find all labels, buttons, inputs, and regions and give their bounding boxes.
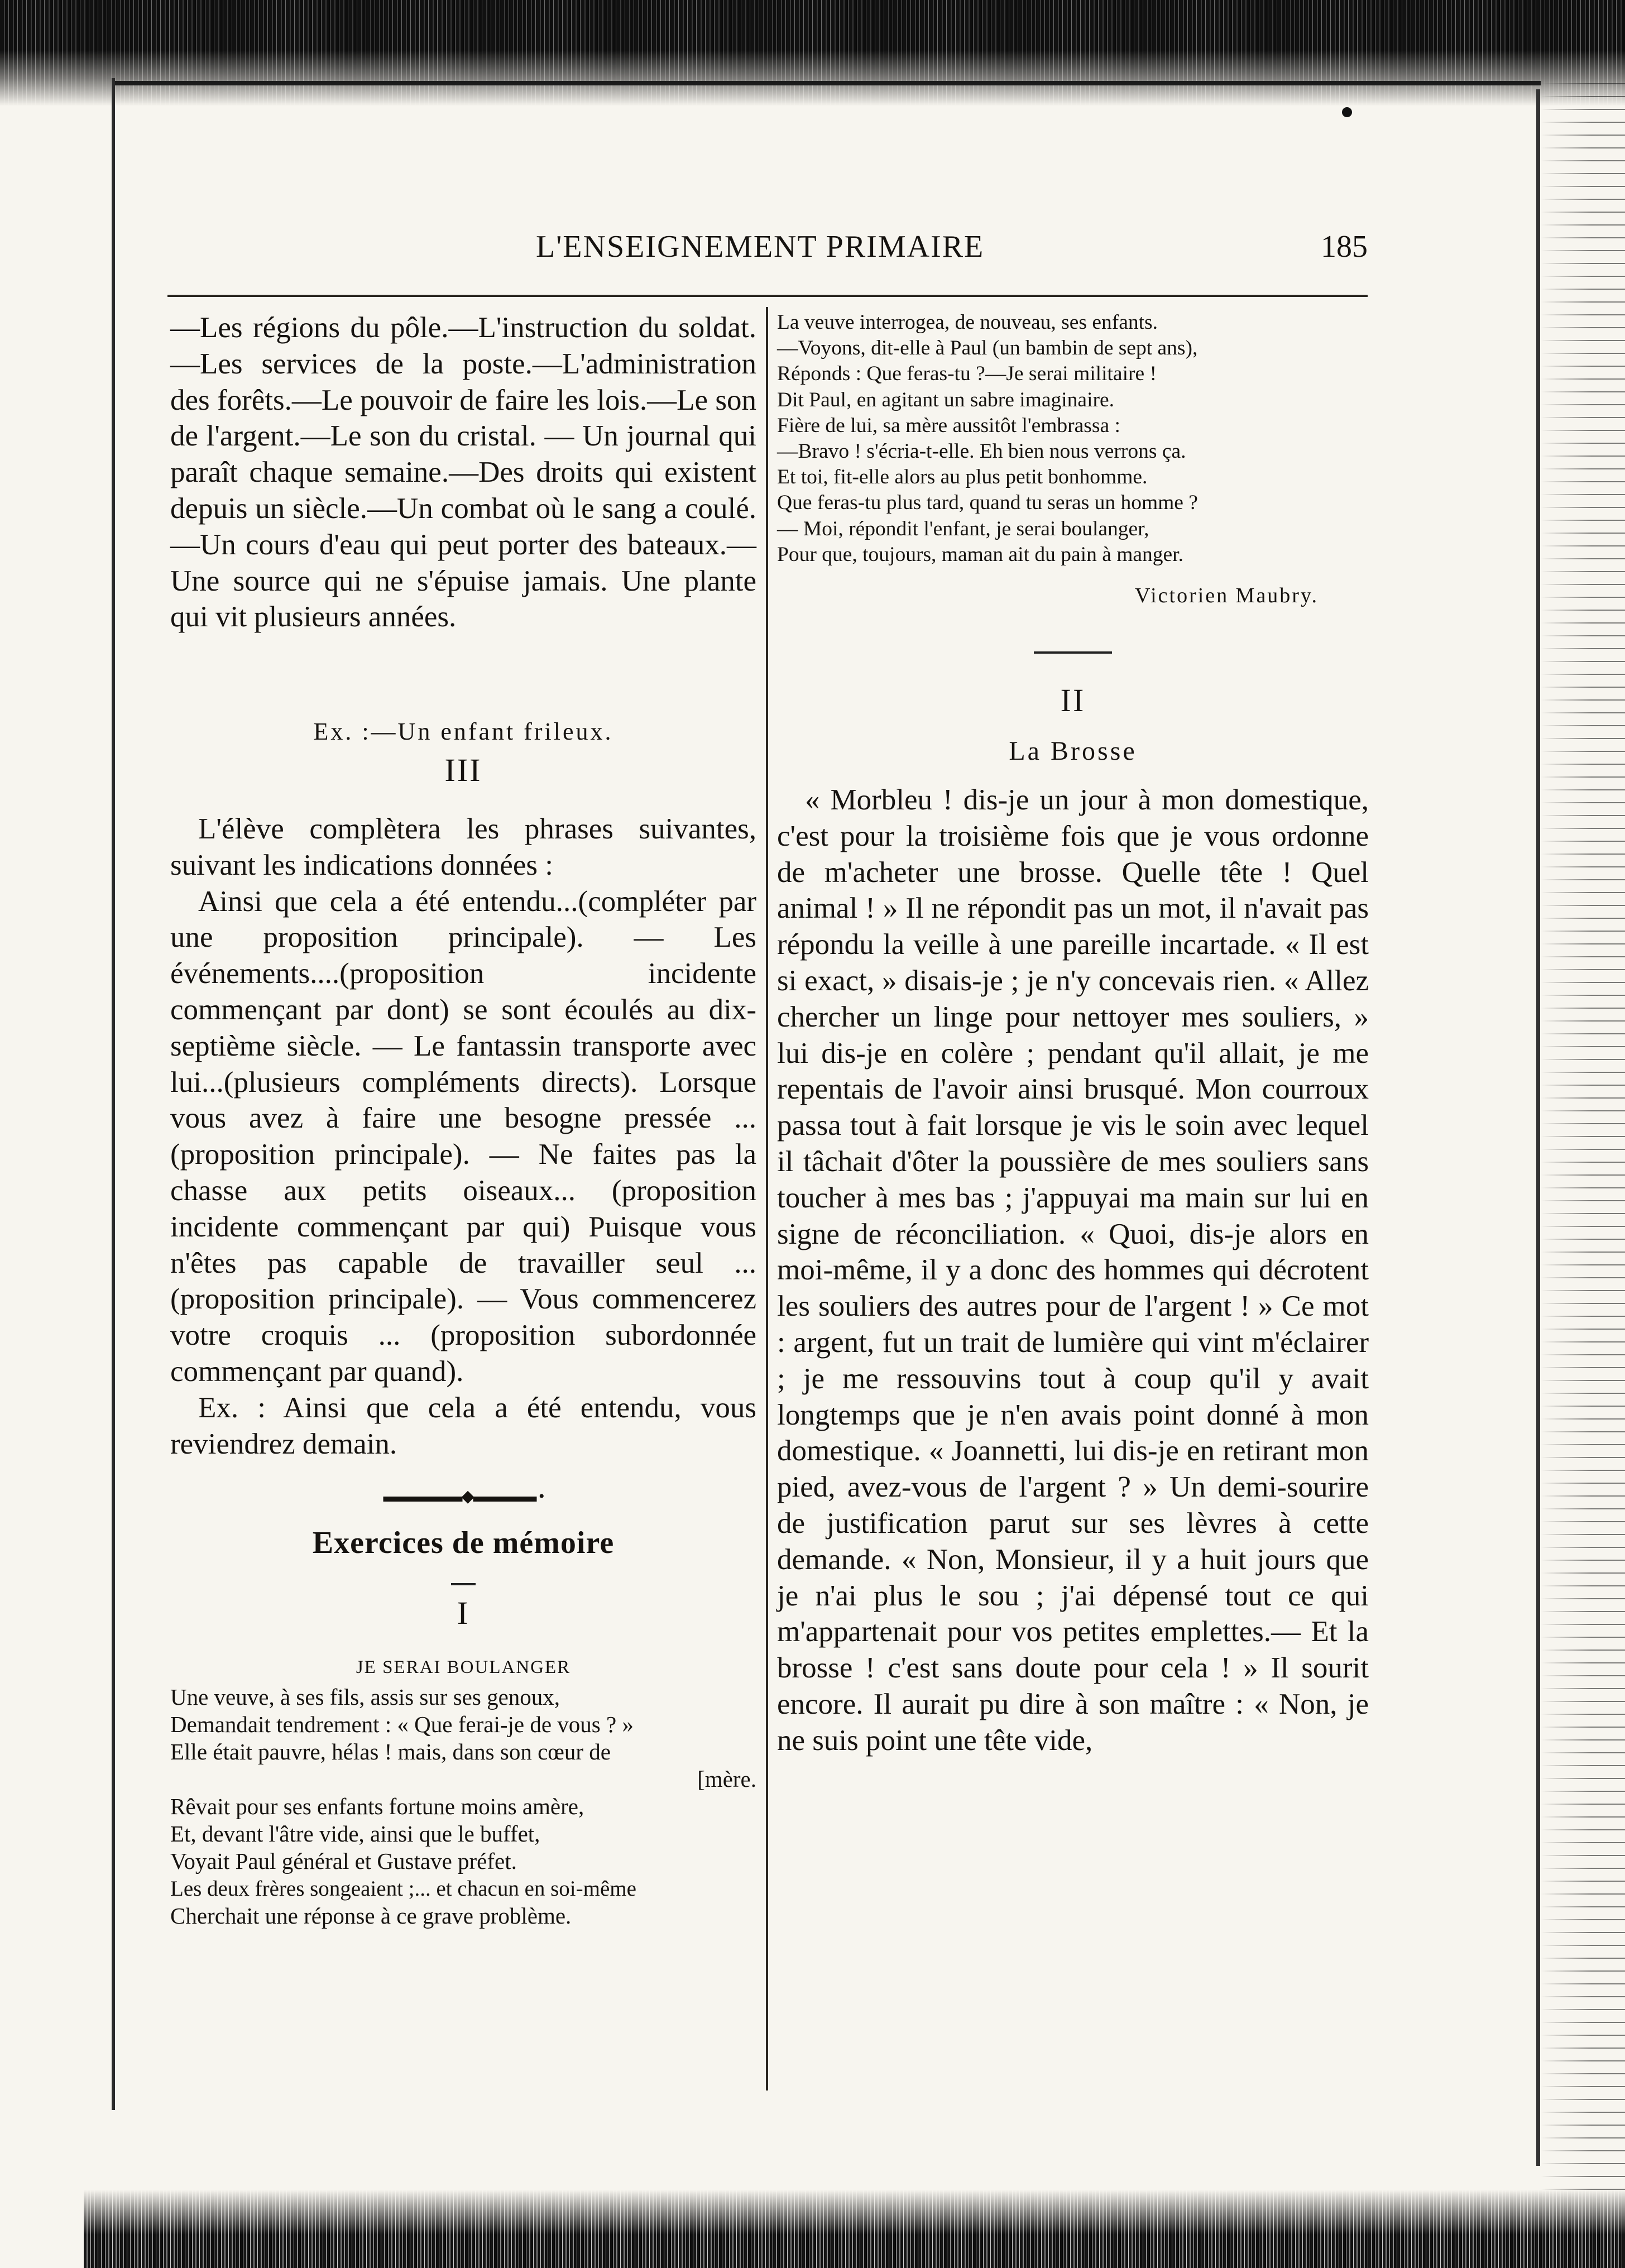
column-divider	[766, 307, 768, 2090]
memory-exercises-title: Exercices de mémoire	[312, 1526, 615, 1561]
example-heading: Ex. :—Un enfant frileux.	[313, 718, 613, 745]
page-number: 185	[1321, 229, 1368, 264]
journal-title: L'ENSEIGNEMENT PRIMAIRE	[536, 229, 985, 264]
section-number-ii: II	[1060, 682, 1086, 719]
poem-line: Rêvait pour ses enfants fortune moins amère,	[170, 1794, 584, 1820]
scan-edge-right	[1541, 78, 1625, 2199]
poem-line: Pour que, toujours, maman ait du pain à manger.	[777, 543, 1183, 566]
poem-line: Fière de lui, sa mère aussitôt l'embrassa :	[777, 414, 1120, 437]
poem-line: Les deux frères songeaient ;... et chacun en soi-même	[170, 1877, 636, 1901]
left-column	[170, 310, 756, 1930]
poem-line: [mère.	[697, 1766, 756, 1792]
poem-line: Et, devant l'âtre vide, ainsi que le buffet,	[170, 1821, 540, 1847]
poem-line: Dit Paul, en agitant un sabre imaginaire.	[777, 388, 1114, 411]
title-dash	[451, 1583, 476, 1585]
page-border-top	[112, 81, 1541, 85]
poem-line: Elle était pauvre, hélas ! mais, dans son cœur de	[170, 1739, 611, 1765]
poem-line: Voyait Paul général et Gustave préfet.	[170, 1848, 517, 1874]
poem-line: Cherchait une réponse à ce grave problème.	[170, 1903, 572, 1929]
running-head	[167, 223, 1368, 274]
example-answer: Ex. : Ainsi que cela a été entendu, vous reviendrez demain.	[170, 1391, 756, 1460]
page-border-right	[1536, 89, 1540, 2166]
poem-line: Et toi, fit-elle alors au plus petit bonhomme.	[777, 466, 1148, 489]
margin-dot	[1342, 107, 1352, 117]
page-border-left	[112, 78, 115, 2110]
poem-stanza	[170, 1684, 756, 1930]
section-number-iii: III	[444, 752, 482, 788]
ornament-divider: ▬▬▬▬▬◆▬▬▬▬ •	[383, 1487, 544, 1506]
story-title: La Brosse	[1009, 736, 1137, 766]
poem-line: Demandait tendrement : « Que ferai-je de vous ? »	[170, 1711, 634, 1738]
exercise-text: Ainsi que cela a été entendu...(compléter par une proposition principale). — Les événements....(proposition incidente commençant par dont) se sont écoulés au dix-septième siècle. — Le fantassin transporte avec lui...(plusieurs compléments directs). Lorsque vous avez à faire une besogne pressée ... (proposition principale). — Ne faites pas la chasse aux petits oiseaux... (proposition incidente commençant par qui) Puisque vous n'êtes pas capable de travailler seul ... (proposition principale). — Vous commencerez votre croquis ... (proposition subordonnée commençant par quand).	[170, 885, 756, 1388]
poem-line: Que feras-tu plus tard, quand tu seras un homme ?	[777, 491, 1198, 515]
poem-line: La veuve interrogea, de nouveau, ses enfants.	[777, 311, 1158, 334]
header-rule	[167, 295, 1368, 297]
intro-paragraph: —Les régions du pôle.—L'instruction du soldat.—Les services de la poste.—L'administration des forêts.—Le pouvoir de faire les lois.—Le son de l'argent.—Le son du cristal. — Un journal qui paraît chaque semaine.—Des droits qui existent depuis un siècle.—Un combat où le sang a coulé. —Un cours d'eau qui peut porter des bateaux.—Une source qui ne s'épuise jamais. Une plante qui vit plusieurs années.	[170, 311, 756, 634]
poem-author: Victorien Maubry.	[1134, 584, 1319, 608]
poem-number: I	[457, 1595, 470, 1632]
poem-line: Une veuve, à ses fils, assis sur ses genoux,	[170, 1684, 560, 1710]
section-rule	[1034, 651, 1112, 654]
poem-line: Réponds : Que feras-tu ?—Je serai militaire !	[777, 362, 1157, 386]
scan-edge-bottom	[84, 2190, 1625, 2268]
poem-line: —Voyons, dit-elle à Paul (un bambin de sept ans),	[777, 337, 1198, 360]
scan-edge-top	[0, 0, 1625, 106]
exercise-instruction: L'élève complètera les phrases suivantes, suivant les indications données :	[170, 813, 756, 881]
poem-line: —Bravo ! s'écria-t-elle. Eh bien nous verrons ça.	[777, 440, 1186, 463]
poem-line: — Moi, répondit l'enfant, je serai boulanger,	[777, 517, 1149, 540]
right-column	[777, 310, 1369, 1759]
poem-title: JE SERAI BOULANGER	[356, 1657, 571, 1678]
poem-continuation	[777, 310, 1369, 568]
story-text: « Morbleu ! dis-je un jour à mon domestique, c'est pour la troisième fois que je vous ordonne de m'acheter une brosse. Quelle tête ! Quel animal ! » Il ne répondit pas un mot, il n'avait pas répondu la veille à une pareille incartade. « Il est si exact, » disais-je ; je n'y concevais rien. « Allez chercher un linge pour nettoyer mes souliers, » lui dis-je en colère ; pendant qu'il allait, je me repentais de l'avoir ainsi brusqué. Mon courroux passa tout à fait lorsque je vis le soin avec lequel il tâchait d'ôter la poussière de mes souliers sans toucher à mes bas ; j'appuyai ma main sur lui en signe de réconciliation. « Quoi, dis-je alors en moi-même, il y a donc des hommes qui décrotent les souliers des autres pour de l'argent ! » Ce mot : argent, fut un trait de lumière qui vint m'éclairer ; je me ressouvins tout à coup qu'il y avait longtemps que je n'en avais point donné à mon domestique. « Joannetti, lui dis-je en retirant mon pied, avez-vous de l'argent ? » Un demi-sourire de justification parut sur ses lèvres à cette demande. « Non, Monsieur, il y a huit jours que je n'ai plus le sou ; j'ai dépensé tout ce qui m'appartenait pour vos petites emplettes.— Et la brosse ! c'est sans doute pour cela ! » Il sourit encore. Il aurait pu dire à son maître : « Non, je ne suis point une tête vide,	[777, 784, 1369, 1757]
